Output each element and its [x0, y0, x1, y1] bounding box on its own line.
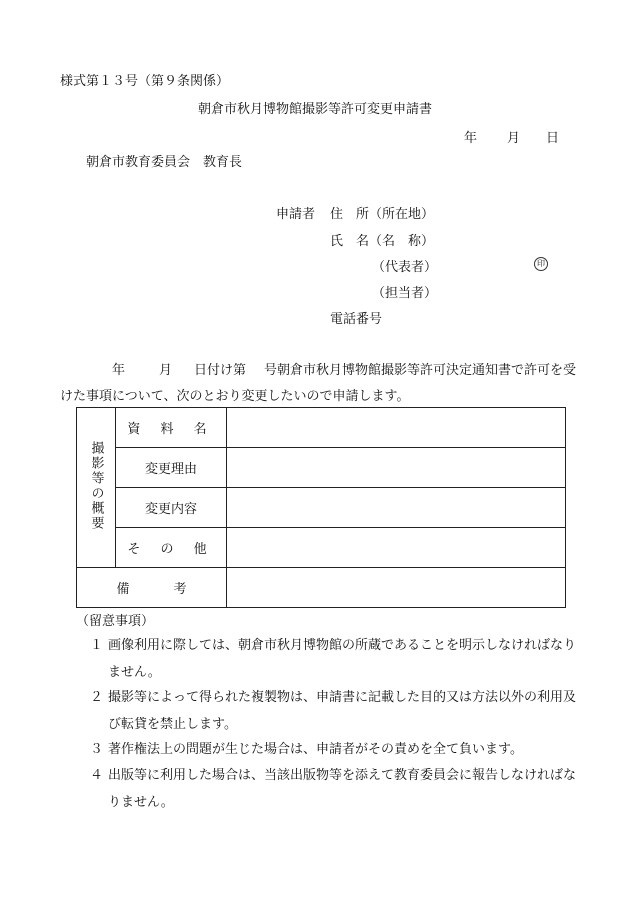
statement-dated-no: 日付け第 [194, 363, 247, 378]
statement-year: 年 [112, 363, 126, 378]
note-text: 出版等に利用した場合は、当該出版物等を添えて教育委員会に報告しなければなりません。 [108, 768, 577, 810]
note-number: ３ [90, 742, 104, 757]
note-text: 著作権法上の問題が生じた場合は、申請者がその責めを全て負います。 [108, 742, 523, 757]
remarks-field[interactable] [227, 568, 566, 608]
statement-month: 月 [159, 363, 173, 378]
other-field[interactable] [227, 528, 566, 568]
change-content-field[interactable] [227, 488, 566, 528]
remarks-label: 備考 [77, 568, 227, 608]
note-item [90, 684, 580, 738]
contact-person-label: （担当者） [372, 286, 438, 301]
form-number: 様式第１３号（第９条関係） [60, 74, 230, 89]
note-item [90, 762, 580, 816]
note-number: ２ [90, 690, 104, 705]
note-text: 撮影等によって得られた複製物は、申請書に記載した目的又は方法以外の利用及び転貸を禁止します。 [108, 690, 577, 732]
phone-label: 電話番号 [330, 312, 383, 327]
change-reason-field[interactable] [227, 448, 566, 488]
material-field[interactable] [227, 408, 566, 448]
note-text: 画像利用に際しては、朝倉市秋月博物館の所蔵であることを明示しなければなりません。 [108, 638, 577, 680]
application-statement [60, 358, 580, 410]
recipient: 朝倉市教育委員会 教育長 [86, 155, 243, 170]
date-month: 月 [507, 131, 521, 146]
note-number: ４ [90, 768, 104, 783]
note-item [90, 632, 580, 686]
statement-text: 号朝倉市秋月博物館撮影等許可決定通知書で許可を受けた事項について、次のとおり変更したいので申請します。 [60, 363, 577, 404]
overview-group-header: 撮影等の概要 [77, 408, 116, 568]
applicant-label: 申請者 [276, 207, 316, 222]
representative-label: （代表者） [372, 260, 438, 275]
application-table [76, 407, 566, 608]
seal-mark: 印 [534, 257, 548, 271]
note-number: １ [90, 638, 104, 653]
row-label-material: 資 料 名 [116, 408, 227, 448]
row-label-change-reason: 変更理由 [116, 448, 227, 488]
address-label: 住 所（所在地） [330, 207, 435, 222]
row-label-other: そ の 他 [116, 528, 227, 568]
note-item [90, 736, 580, 763]
name-label: 氏 名（名 称） [330, 234, 435, 249]
row-label-change-content: 変更内容 [116, 488, 227, 528]
date-year: 年 [464, 131, 478, 146]
document-title: 朝倉市秋月博物館撮影等許可変更申請書 [197, 102, 432, 117]
notes-heading: （留意事項） [76, 614, 155, 629]
date-day: 日 [546, 131, 560, 146]
